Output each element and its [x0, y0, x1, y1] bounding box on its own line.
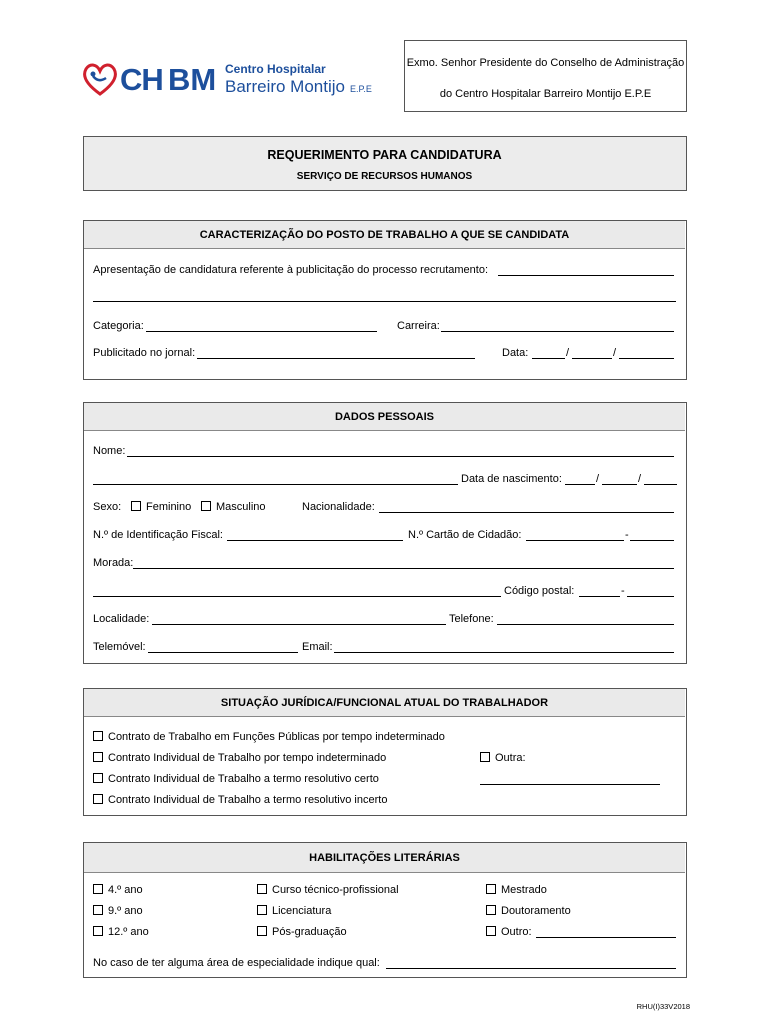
feminino-label: Feminino — [146, 501, 192, 513]
logo-ch: CH — [120, 62, 163, 97]
checkbox-icon[interactable] — [93, 731, 103, 741]
addressee-line2: do Centro Hospitalar Barreiro Montijo E.P.E — [439, 88, 652, 100]
situacao-option[interactable] — [93, 730, 445, 744]
logo-line2: Barreiro Montijo — [225, 77, 345, 96]
pessoais-section — [83, 402, 687, 664]
habilitacao-option[interactable] — [93, 904, 143, 918]
checkbox-icon[interactable] — [93, 884, 103, 894]
cc-label: N.º Cartão de Cidadão: — [408, 529, 522, 541]
habilitacao-outro-field[interactable] — [536, 926, 676, 938]
habilitacao-label: Curso técnico-profissional — [272, 884, 399, 896]
carreira-field[interactable] — [441, 320, 674, 332]
data-label: Data: — [502, 347, 529, 359]
situacao-section — [83, 688, 687, 816]
addressee-line1: Exmo. Senhor Presidente do Conselho de Administração — [406, 57, 685, 69]
carreira-label: Carreira: — [397, 320, 440, 332]
morada-field[interactable] — [133, 557, 674, 569]
checkbox-icon[interactable] — [486, 884, 496, 894]
checkbox-icon[interactable] — [93, 905, 103, 915]
situacao-header: SITUAÇÃO JURÍDICA/FUNCIONAL ATUAL DO TRABALHADOR — [84, 689, 685, 717]
habilitacao-label: Outro: — [501, 926, 532, 938]
outra-option[interactable] — [480, 751, 526, 765]
nascimento-month-field[interactable] — [602, 473, 637, 485]
habilitacao-label: Doutoramento — [501, 905, 571, 917]
telefone-field[interactable] — [497, 613, 674, 625]
addressee-box — [404, 40, 687, 112]
habilitacao-label: Licenciatura — [272, 905, 332, 917]
especialidade-label: No caso de ter alguma área de especialidade indique qual: — [93, 957, 380, 969]
data-month-field[interactable] — [572, 347, 612, 359]
checkbox-icon[interactable] — [93, 926, 103, 936]
habilitacao-option[interactable] — [93, 925, 149, 939]
situacao-option-label: Contrato de Trabalho em Funções Públicas por tempo indeterminado — [108, 731, 445, 743]
checkbox-icon[interactable] — [480, 752, 490, 762]
page-subtitle: SERVIÇO DE RECURSOS HUMANOS — [296, 171, 473, 182]
apresentacao-field-2[interactable] — [93, 290, 676, 302]
categoria-label: Categoria: — [93, 320, 144, 332]
data-year-field[interactable] — [619, 347, 674, 359]
posto-section — [83, 220, 687, 380]
situacao-option-label: Contrato Individual de Trabalho a termo resolutivo incerto — [108, 794, 388, 806]
feminino-option[interactable] — [131, 500, 191, 514]
masculino-label: Masculino — [216, 501, 266, 513]
posto-header: CARACTERIZAÇÃO DO POSTO DE TRABALHO A QUE SE CANDIDATA — [84, 221, 685, 249]
checkbox-icon[interactable] — [131, 501, 141, 511]
habilitacao-option[interactable] — [486, 883, 547, 897]
apresentacao-field[interactable] — [498, 264, 674, 276]
checkbox-icon[interactable] — [201, 501, 211, 511]
checkbox-icon[interactable] — [486, 905, 496, 915]
cc-field[interactable] — [526, 529, 624, 541]
title-box — [83, 136, 687, 191]
habilitacao-label: Mestrado — [501, 884, 547, 896]
logo-suffix: E.P.E — [350, 84, 372, 94]
situacao-option-label: Contrato Individual de Trabalho a termo resolutivo certo — [108, 773, 379, 785]
masculino-option[interactable] — [201, 500, 266, 514]
nascimento-year-field[interactable] — [644, 473, 677, 485]
nif-field[interactable] — [227, 529, 403, 541]
nascimento-label: Data de nascimento: — [461, 473, 562, 485]
date-separator: / — [596, 473, 600, 485]
categoria-field[interactable] — [146, 320, 377, 332]
date-separator: / — [638, 473, 642, 485]
date-separator: / — [566, 347, 570, 359]
nome-field[interactable] — [127, 445, 674, 457]
nascimento-day-field[interactable] — [565, 473, 595, 485]
apresentacao-label: Apresentação de candidatura referente à publicitação do processo recrutamento: — [93, 264, 489, 276]
situacao-option[interactable] — [93, 793, 387, 807]
checkbox-icon[interactable] — [486, 926, 496, 936]
habilitacao-label: 9.º ano — [108, 905, 143, 917]
situacao-option[interactable] — [93, 751, 386, 765]
checkbox-icon[interactable] — [257, 926, 267, 936]
checkbox-icon[interactable] — [257, 905, 267, 915]
nif-label: N.º de Identificação Fiscal: — [93, 529, 223, 541]
outra-label: Outra: — [495, 752, 526, 764]
codigo-postal-label: Código postal: — [504, 585, 575, 597]
telemovel-field[interactable] — [148, 641, 298, 653]
nacionalidade-field[interactable] — [379, 501, 674, 513]
localidade-field[interactable] — [152, 613, 446, 625]
localidade-label: Localidade: — [93, 613, 150, 625]
logo-bm: BM — [168, 62, 217, 97]
habilitacao-option[interactable] — [93, 883, 143, 897]
codigo-postal-field[interactable] — [579, 585, 620, 597]
cc-dash: - — [625, 529, 629, 541]
nome-label: Nome: — [93, 445, 126, 457]
date-separator: / — [613, 347, 617, 359]
heart-logo-icon — [80, 60, 120, 100]
publicitado-label: Publicitado no jornal: — [93, 347, 196, 359]
logo — [80, 58, 370, 102]
habilitacao-label: Pós-graduação — [272, 926, 347, 938]
outra-field[interactable] — [480, 773, 660, 785]
situacao-option-label: Contrato Individual de Trabalho por tempo indeterminado — [108, 752, 387, 764]
habilitacoes-header: HABILITAÇÕES LITERÁRIAS — [84, 843, 685, 873]
morada-field-2[interactable] — [93, 585, 501, 597]
nome-field-2[interactable] — [93, 473, 458, 485]
habilitacao-label: 4.º ano — [108, 884, 143, 896]
situacao-option[interactable] — [93, 772, 379, 786]
telemovel-label: Telemóvel: — [93, 641, 146, 653]
habilitacoes-section — [83, 842, 687, 978]
codigo-postal-ext-field[interactable] — [627, 585, 674, 597]
habilitacao-option[interactable] — [257, 883, 399, 897]
checkbox-icon[interactable] — [93, 752, 103, 762]
sexo-label: Sexo: — [93, 501, 122, 513]
nacionalidade-label: Nacionalidade: — [302, 501, 375, 513]
email-field[interactable] — [334, 641, 674, 653]
publicitado-field[interactable] — [197, 347, 475, 359]
habilitacao-option[interactable] — [257, 925, 347, 939]
morada-label: Morada: — [93, 557, 134, 569]
data-day-field[interactable] — [532, 347, 565, 359]
pessoais-header: DADOS PESSOAIS — [84, 403, 685, 431]
email-label: Email: — [302, 641, 333, 653]
checkbox-icon[interactable] — [93, 794, 103, 804]
especialidade-field[interactable] — [386, 957, 676, 969]
checkbox-icon[interactable] — [93, 773, 103, 783]
logo-line1: Centro Hospitalar — [225, 62, 326, 76]
footer-code: RHU(I)33V2018 — [636, 1002, 690, 1011]
cc-check-field[interactable] — [630, 529, 674, 541]
habilitacao-label: 12.º ano — [108, 926, 149, 938]
habilitacao-option[interactable] — [257, 904, 331, 918]
page-title: REQUERIMENTO PARA CANDIDATURA — [267, 148, 502, 162]
habilitacao-option[interactable] — [486, 904, 571, 918]
habilitacao-option[interactable] — [486, 925, 532, 939]
codigo-postal-dash: - — [621, 585, 625, 597]
telefone-label: Telefone: — [449, 613, 494, 625]
checkbox-icon[interactable] — [257, 884, 267, 894]
